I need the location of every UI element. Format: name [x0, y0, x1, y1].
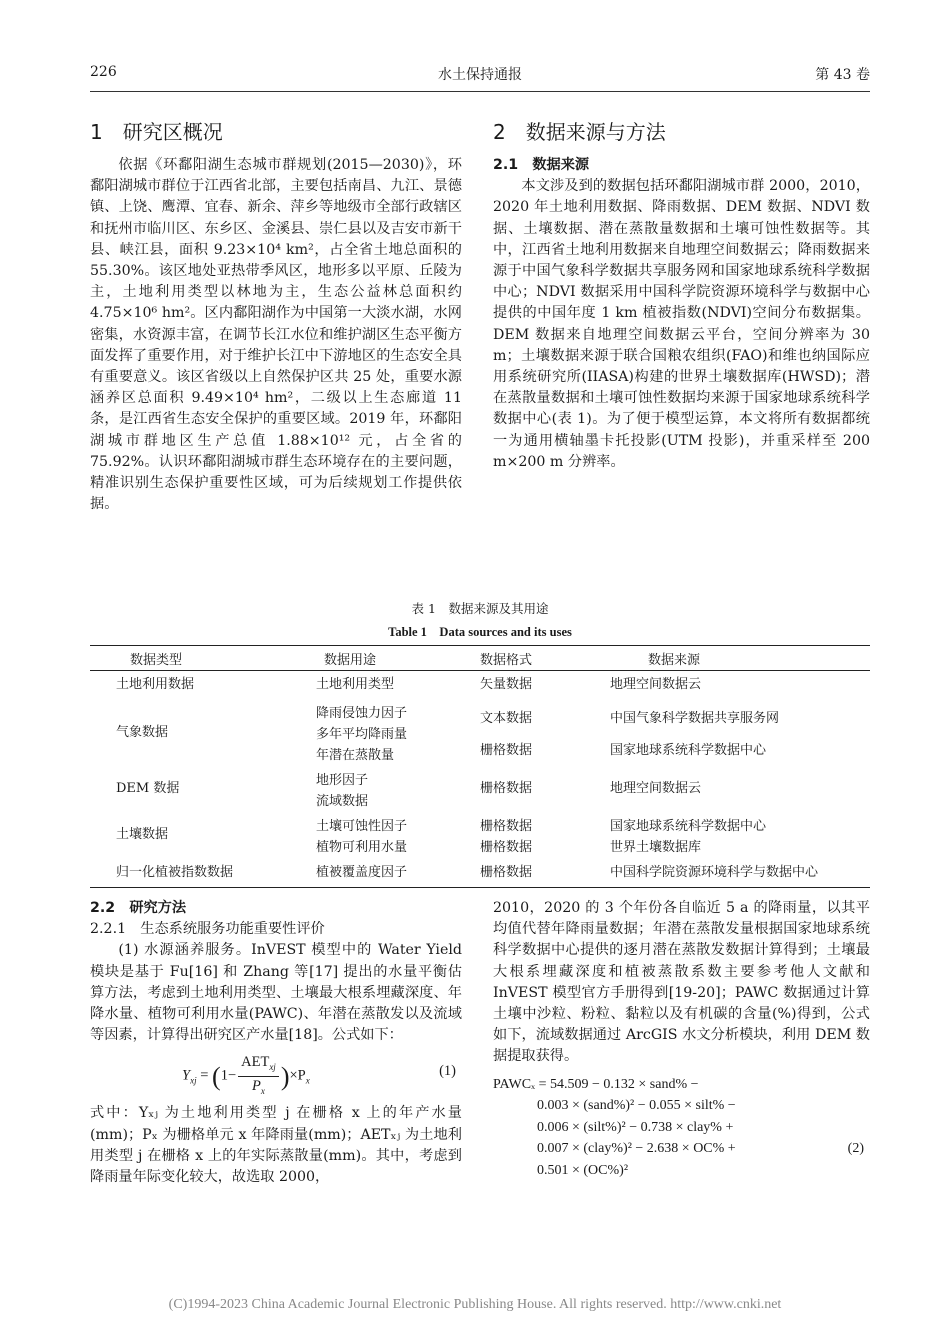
cell-format: 栅格数据 [480, 839, 533, 855]
formula-2-line: 0.501 × (OC%)² [537, 1162, 629, 1178]
formula-1-numerator: AET [241, 1054, 270, 1071]
right-column-bottom [493, 898, 870, 1181]
table-header-cell: 数据用途 [324, 652, 377, 668]
cell-use: 流域数据 [316, 793, 369, 809]
section-1-paragraph: 依据《环鄱阳湖生态城市群规划(2015—2030)》，环鄱阳湖城市群位于江西省北部，主要包括南昌、九江、景德镇、上饶、鹰潭、宜春、新余、萍乡等地级市全部行政辖区和抚州市临川区、东乡区、金溪县、崇仁县以及吉安市新干县、峡江县，面积 9.23×10⁴ km²，占全省土地总面积的 55.30%。该区地处亚热带季风区，地形多以平原、丘陵为主，土地利用类型以林地为主，生态公益林总面积约 4.75×10⁶ hm²。区内鄱阳湖作为中国第一大淡水湖，水网密集，水资源丰富，在调节长江水位和维护湖区生态平衡方面发挥了重要作用，对于维护长江中下游地区的生态安全具有重要意义。该区省级以上自然保护区共 25 处，重要水源涵养区总面积 9.49×10⁴ hm²，二级以上生态廊道 11 条，是江西省生态安全保护的重要区域。2019 年，环鄱阳湖城市群地区生产总值 1.88×10¹² 元，占全省的 75.92%。认识环鄱阳湖城市群生态环境存在的主要问题，精准识别生态保护重要性区域，可为后续规划工作提供依据。 [90, 157, 462, 513]
formula-1-times-sub: x [305, 1076, 310, 1087]
table-row [90, 812, 870, 858]
cell-use: 植被覆盖度因子 [316, 864, 408, 880]
cell-format: 文本数据 [480, 710, 533, 726]
table-row [90, 766, 870, 812]
formula-1: $Y_{xj} = (1-$ $\frac{AET_{xj}}{P_x}$ )$\times P_x$ (1) [182, 1054, 456, 1097]
table-row [90, 671, 870, 699]
water-yield-paragraph: (1) 水源涵养服务。InVEST 模型中的 Water Yield 模块是基于 Fu[16] 和 Zhang 等[17] 提出的水量平衡估算方法，考虑到土地利用类型、土壤最大根系埋藏深度、年降水量、植物可利用水量(PAWC)、年潜在蒸散发以及流域等因素，计算得出研究区产水量[18]。公式如下： [90, 942, 462, 1044]
subsection-2-1-title: 2.1 数据来源 [493, 157, 590, 173]
left-column [90, 118, 462, 515]
subsection-2-2-title: 2.2 研究方法 [90, 900, 187, 916]
table-header-cell: 数据类型 [130, 652, 183, 668]
cell-type: 土壤数据 [116, 827, 169, 842]
left-column-bottom [90, 898, 462, 1188]
formula-2-number: (2) [847, 1140, 864, 1156]
table-caption-cn: 表 1 数据来源及其用途 [411, 601, 549, 616]
cell-type: 归一化植被指数数据 [116, 864, 234, 880]
cell-use: 土壤可蚀性因子 [316, 818, 408, 834]
formula-2-line: 0.006 × (silt%)² − 0.738 × clay% + [537, 1119, 734, 1135]
journal-title: 水土保持通报 [438, 67, 522, 83]
cell-source: 国家地球系统科学数据中心 [610, 742, 767, 758]
cell-source: 世界土壤数据库 [610, 839, 702, 855]
cell-use: 降雨侵蚀力因子 [316, 705, 408, 721]
cell-use: 年潜在蒸散量 [316, 747, 395, 763]
table-header-cell: 数据来源 [648, 652, 701, 668]
cell-use: 植物可利用水量 [316, 839, 408, 855]
volume-label: 第 43 卷 [815, 67, 870, 83]
cell-type: DEM 数据 [116, 781, 180, 796]
cell-use: 地形因子 [316, 772, 369, 788]
cell-source: 中国科学院资源环境科学与数据中心 [610, 864, 819, 880]
cell-source: 国家地球系统科学数据中心 [610, 818, 767, 834]
subsection-2-1-paragraph: 本文涉及到的数据包括环鄱阳湖城市群 2000，2010，2020 年土地利用数据、降雨数据、DEM 数据、NDVI 数据、土壤数据、潜在蒸散量数据和土壤可蚀性数据等。其中，江西省土地利用数据来自地理空间数据云；降雨数据来源于中国气象科学数据共享服务网和国家地球系统科学数据中心；NDVI 数据采用中国科学院资源环境科学与数据中心提供的中国年度 1 km 植被指数(NDVI)空间分布数据集。DEM 数据来自地理空间数据云平台，空间分辨率为 30 m；土壤数据来源于联合国粮农组织(FAO)和维也纳国际应用系统研究所(IIASA)构建的世界土壤数据库(HWSD)；潜在蒸散量数据和土壤可蚀性数据均来源于国家地球系统科学数据中心(表 1)。为了便于模型运算，本文将所有数据都统一为通用横轴墨卡托投影(UTM 投影)，并重采样至 200 m×200 m 分辨率。 [493, 178, 870, 470]
formula-2-line: 0.007 × (clay%)² − 2.638 × OC% + [537, 1141, 736, 1157]
header-rule [90, 91, 870, 92]
formula-1-denominator: P [252, 1078, 261, 1095]
section-1-title: 1 研究区概况 [90, 120, 223, 144]
cell-format: 栅格数据 [480, 818, 533, 834]
formula-1-one-minus: 1− [220, 1068, 237, 1085]
rainfall-paragraph: 2010，2020 的 3 个年份各自临近 5 a 的降雨量，以其平均值代替年降雨量数据；年潜在蒸散发量根据国家地球系统科学数据中心提供的逐月潜在蒸散发数据计算得到；土壤最大根系埋藏深度和植被蒸散系数主要参考他人文献和 InVEST 模型官方手册得到[19-20]；PAWC 数据通过计算土壤中沙粒、粉粒、黏粒以及有机碳的含量(%)得到，公式如下，流域数据通过 ArcGIS 水文分析模块，利用 DEM 数据提取获得。 [493, 900, 870, 1065]
formula-2-line: 0.003 × (sand%)² − 0.055 × silt% − [537, 1098, 736, 1114]
cell-use: 土地利用类型 [316, 677, 395, 693]
table-caption-en: Table 1 Data sources and its uses [388, 625, 572, 639]
formula-2 [493, 1074, 870, 1182]
cell-format: 矢量数据 [480, 677, 533, 693]
cell-format: 栅格数据 [480, 742, 533, 758]
table-header-cell: 数据格式 [480, 652, 533, 668]
table-row [90, 699, 870, 766]
cell-use: 多年平均降雨量 [316, 726, 408, 742]
formula-1-number: (1) [439, 1063, 456, 1080]
right-column [493, 118, 870, 473]
running-header [90, 64, 870, 88]
formula-1-lhs-sub: xj [190, 1076, 197, 1087]
page-number: 226 [90, 64, 117, 80]
formula-1-explanation: 式中：Yₓⱼ 为土地利用类型 j 在栅格 x 上的年产水量(mm)；Pₓ 为栅格单元 x 年降雨量(mm)；AETₓⱼ 为土地利用类型 j 在栅格 x 上的年实际蒸散量(mm)。其中，考虑到降雨量年际变化较大，故选取 2000， [90, 1105, 462, 1186]
formula-1-denominator-sub: x [260, 1086, 265, 1097]
formula-1-times: ×P [289, 1068, 306, 1085]
section-2-title: 2 数据来源与方法 [493, 120, 666, 144]
formula-1-numerator-sub: xj [269, 1062, 276, 1073]
data-table [90, 645, 870, 888]
copyright-footer: (C)1994-2023 China Academic Journal Electronic Publishing House. All rights reserved. http://www.cnki.net [168, 1297, 782, 1312]
cell-format: 栅格数据 [480, 864, 533, 880]
cell-source: 地理空间数据云 [610, 677, 702, 693]
cell-source: 地理空间数据云 [610, 781, 702, 796]
cell-type: 土地利用数据 [116, 677, 195, 693]
cell-source: 中国气象科学数据共享服务网 [610, 710, 780, 726]
cell-type: 气象数据 [116, 724, 169, 740]
cell-format: 栅格数据 [480, 781, 533, 796]
formula-2-line: PAWCₓ = 54.509 − 0.132 × sand% − [493, 1076, 699, 1092]
table-row [90, 858, 870, 888]
formula-1-lhs: Y [182, 1068, 191, 1085]
subsection-2-2-1-title: 2.2.1 生态系统服务功能重要性评价 [90, 921, 325, 938]
